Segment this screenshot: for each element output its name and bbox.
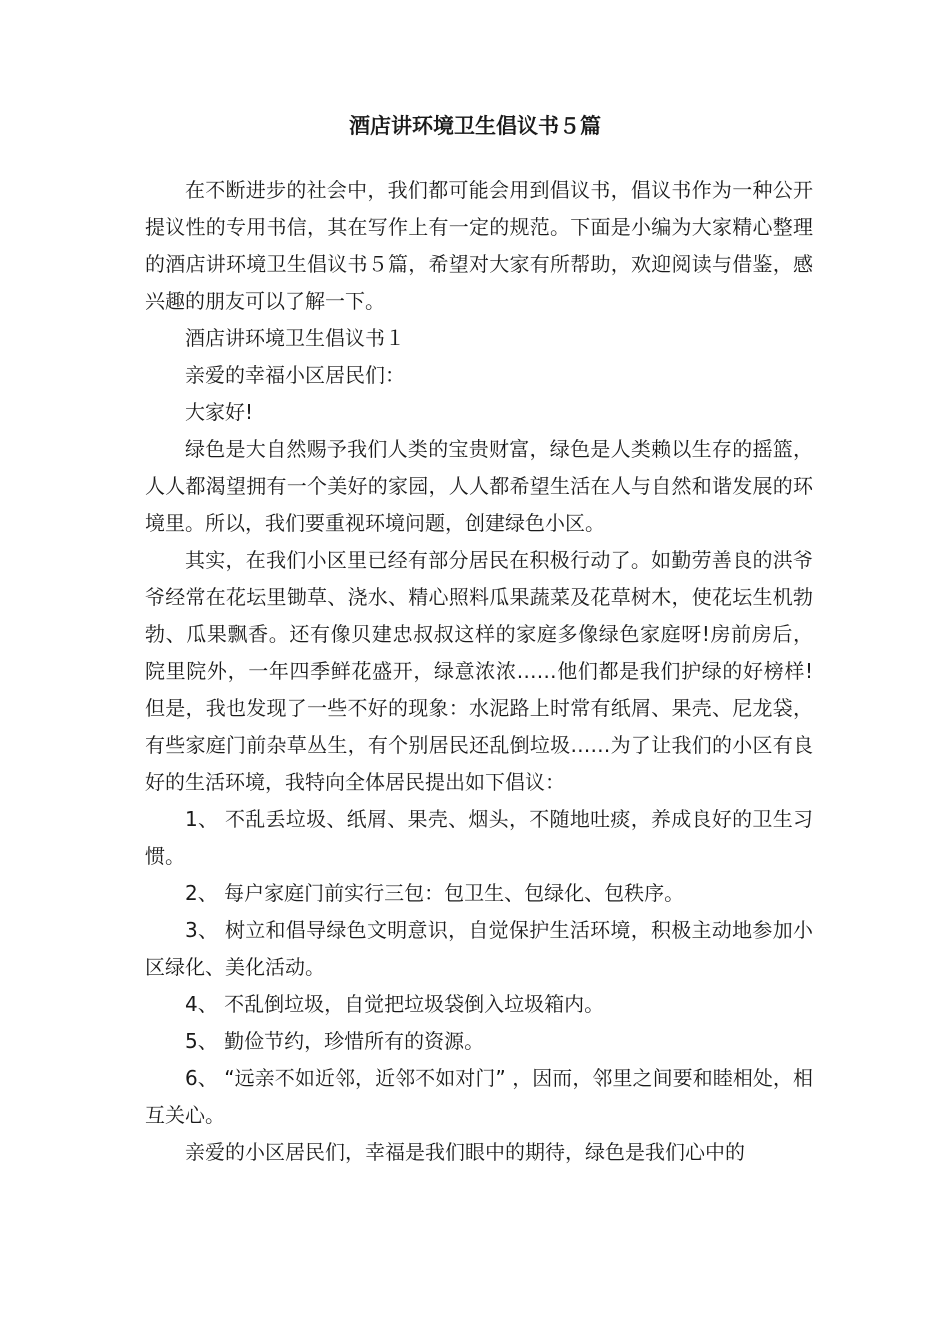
section-heading: 酒店讲环境卫生倡议书１	[185, 326, 405, 350]
proposal-item: 3、 树立和倡导绿色文明意识，自觉保护生活环境，积极主动地参加小区绿化、美化活动。	[145, 918, 813, 979]
body-paragraph: 其实，在我们小区里已经有部分居民在积极行动了。如勤劳善良的洪爷爷经常在花坛里锄草、浇水、精心照料瓜果蔬菜及花草树木，使花坛生机勃勃、瓜果飘香。还有像贝建忠叔叔这样的家庭多像绿色家庭呀!房前房后，院里院外，一年四季鲜花盛开，绿意浓浓……他们都是我们护绿的好榜样!但是，我也发现了一些不好的现象：水泥路上时常有纸屑、果壳、尼龙袋，有些家庭门前杂草丛生，有个别居民还乱倒垃圾……为了让我们的小区有良好的生活环境，我特向全体居民提出如下倡议：	[145, 548, 813, 794]
proposal-item: 2、 每户家庭门前实行三包：包卫生、包绿化、包秩序。	[185, 881, 685, 905]
salutation: 亲爱的幸福小区居民们：	[185, 363, 405, 387]
body-paragraph: 绿色是大自然赐予我们人类的宝贵财富，绿色是人类赖以生存的摇篮，人人都渴望拥有一个美好的家园，人人都希望生活在人与自然和谐发展的环境里。所以，我们要重视环境问题，创建绿色小区。	[145, 437, 813, 535]
closing-paragraph: 亲爱的小区居民们，幸福是我们眼中的期待，绿色是我们心中的	[185, 1140, 745, 1164]
proposal-item: 1、 不乱丢垃圾、纸屑、果壳、烟头，不随地吐痰，养成良好的卫生习惯。	[145, 807, 813, 868]
proposal-item: 5、 勤俭节约，珍惜所有的资源。	[185, 1029, 485, 1053]
intro-paragraph: 在不断进步的社会中，我们都可能会用到倡议书，倡议书作为一种公开提议性的专用书信，其在写作上有一定的规范。下面是小编为大家精心整理的酒店讲环境卫生倡议书５篇，希望对大家有所帮助，欢迎阅读与借鉴，感兴趣的朋友可以了解一下。	[145, 178, 813, 313]
proposal-item: 4、 不乱倒垃圾，自觉把垃圾袋倒入垃圾箱内。	[185, 992, 605, 1016]
document-title: 酒店讲环境卫生倡议书５篇	[349, 114, 601, 138]
document-body	[145, 172, 813, 1171]
proposal-item: 6、 “远亲不如近邻，近邻不如对门” ，因而，邻里之间要和睦相处，相互关心。	[145, 1066, 813, 1127]
greeting: 大家好!	[185, 400, 254, 424]
